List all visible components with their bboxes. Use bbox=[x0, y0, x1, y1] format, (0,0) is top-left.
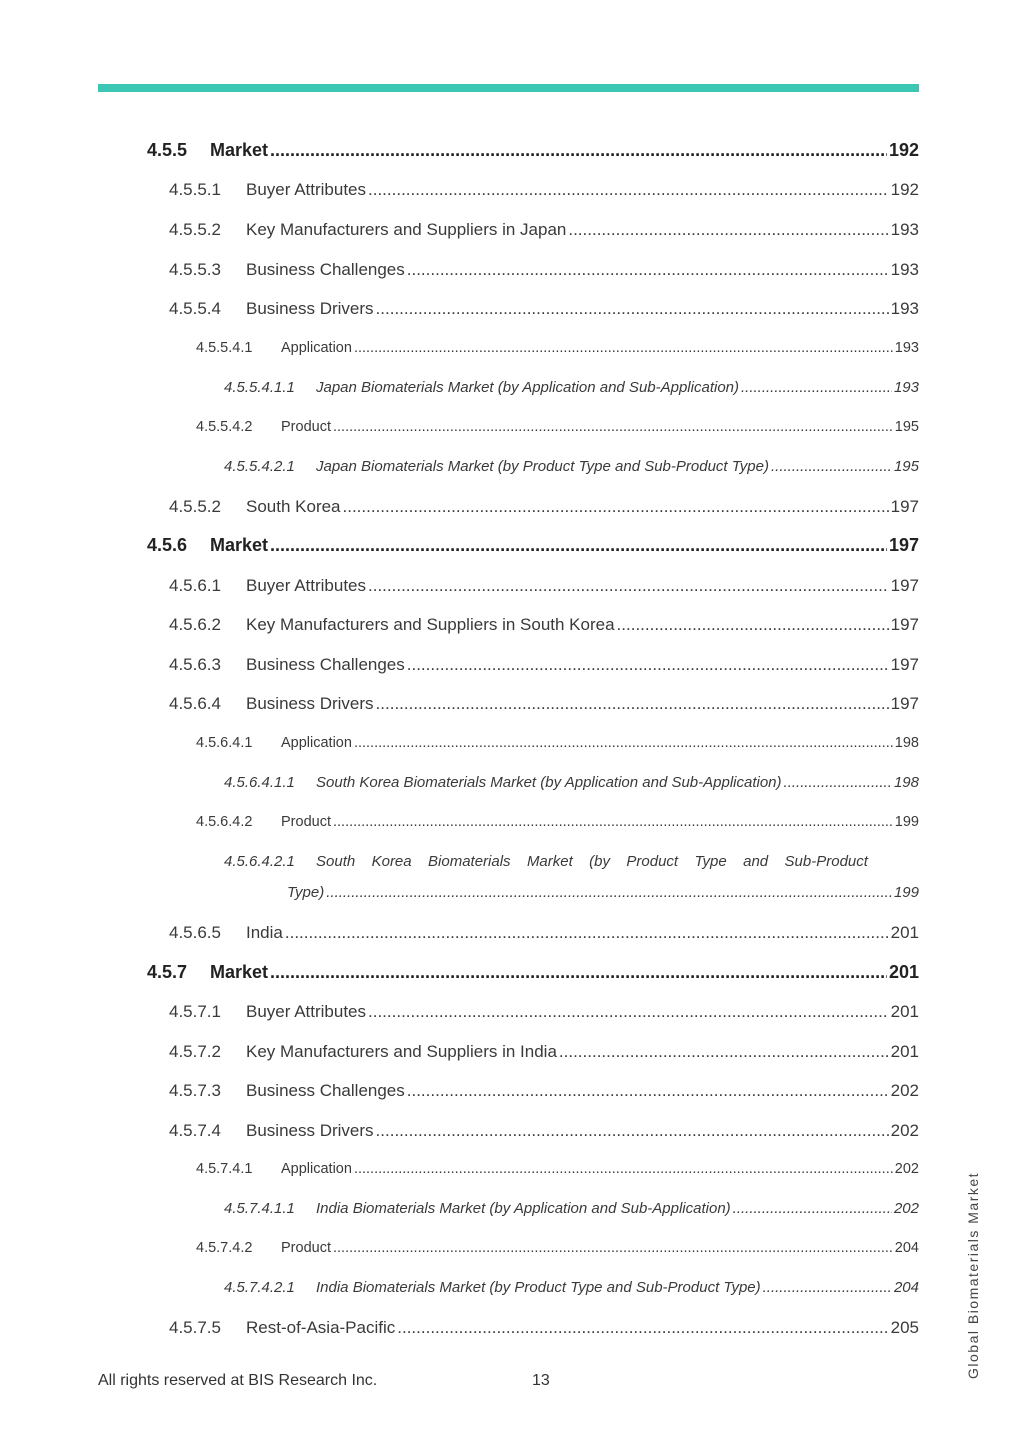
toc-leader bbox=[270, 140, 887, 161]
toc-leader bbox=[354, 1161, 893, 1177]
toc-number: 4.5.6 bbox=[147, 535, 188, 555]
toc-page: 193 bbox=[890, 299, 919, 318]
toc-entry[interactable] bbox=[169, 923, 919, 943]
toc-entry-wrapped-line2[interactable] bbox=[287, 884, 919, 901]
toc-leader bbox=[376, 299, 889, 319]
toc-leader bbox=[270, 535, 887, 556]
toc-title: Type) bbox=[287, 884, 325, 901]
toc-number: 4.5.5.4.2.1 bbox=[224, 458, 295, 475]
toc-leader bbox=[368, 1002, 889, 1022]
toc-entry[interactable] bbox=[169, 694, 919, 714]
toc-page: 197 bbox=[890, 655, 919, 674]
toc-title: Market bbox=[210, 535, 269, 555]
toc-entry[interactable] bbox=[169, 576, 919, 596]
toc-number: 4.5.6.4.2 bbox=[196, 814, 253, 830]
toc-title: South Korea bbox=[246, 497, 341, 516]
toc-number: 4.5.6.5 bbox=[169, 923, 221, 942]
toc-entry[interactable] bbox=[169, 655, 919, 675]
toc-title: Japan Biomaterials Market (by Application and Sub-Application) bbox=[316, 379, 739, 396]
toc-page: 205 bbox=[890, 1318, 919, 1337]
toc-page: 197 bbox=[890, 497, 919, 516]
toc-number: 4.5.7.1 bbox=[169, 1002, 221, 1021]
toc-number: 4.5.7.3 bbox=[169, 1081, 221, 1100]
toc-page: 199 bbox=[893, 884, 919, 901]
toc-title: Buyer Attributes bbox=[246, 180, 367, 199]
toc-page: 198 bbox=[893, 774, 919, 791]
toc-title: Application bbox=[281, 340, 352, 356]
toc-number: 4.5.6.2 bbox=[169, 615, 221, 634]
toc-leader bbox=[617, 615, 889, 635]
toc-page: 193 bbox=[890, 260, 919, 279]
toc-leader bbox=[763, 1279, 892, 1296]
toc-entry[interactable] bbox=[169, 1081, 919, 1101]
toc-title: Application bbox=[281, 735, 352, 751]
toc-number: 4.5.6.4.2.1 bbox=[224, 853, 295, 870]
toc-title: Japan Biomaterials Market (by Product Type and Sub-Product Type) bbox=[316, 458, 769, 475]
toc-number: 4.5.5.2 bbox=[169, 497, 221, 516]
toc-entry[interactable] bbox=[224, 379, 919, 396]
toc-entry[interactable] bbox=[147, 535, 919, 556]
toc-title-word: and bbox=[743, 853, 769, 870]
toc-number: 4.5.7.4.1 bbox=[196, 1161, 253, 1177]
toc-number: 4.5.7.4.2 bbox=[196, 1240, 253, 1256]
toc-title: Product bbox=[281, 814, 331, 830]
toc-leader bbox=[376, 694, 889, 714]
toc-page: 198 bbox=[894, 735, 919, 751]
toc-entry[interactable] bbox=[196, 419, 919, 435]
toc-page: 197 bbox=[890, 576, 919, 595]
toc-page: 193 bbox=[890, 220, 919, 239]
toc-title: South Korea Biomaterials Market (by Application and Sub-Application) bbox=[316, 774, 782, 791]
toc-number: 4.5.5.4.2 bbox=[196, 419, 253, 435]
toc-leader bbox=[559, 1042, 889, 1062]
toc-page: 197 bbox=[890, 694, 919, 713]
toc-page: 195 bbox=[893, 458, 919, 475]
toc-title: Key Manufacturers and Suppliers in South Korea bbox=[246, 615, 615, 634]
toc-entry[interactable] bbox=[196, 814, 919, 830]
toc-entry[interactable] bbox=[169, 615, 919, 635]
toc-title: Business Challenges bbox=[246, 655, 405, 674]
toc-leader bbox=[333, 419, 893, 435]
toc-leader bbox=[343, 497, 889, 517]
toc-title: Business Challenges bbox=[246, 1081, 405, 1100]
toc-entry[interactable] bbox=[196, 340, 919, 356]
footer-page-number: 13 bbox=[532, 1372, 550, 1389]
toc-entry[interactable] bbox=[169, 1121, 919, 1141]
toc-title: India Biomaterials Market (by Product Type and Sub-Product Type) bbox=[316, 1279, 761, 1296]
toc-title: Buyer Attributes bbox=[246, 1002, 367, 1021]
toc-leader bbox=[784, 774, 892, 791]
toc-title: Key Manufacturers and Suppliers in India bbox=[246, 1042, 557, 1061]
toc-page: 204 bbox=[893, 1279, 919, 1296]
toc-leader bbox=[333, 1240, 893, 1256]
toc-number: 4.5.7.5 bbox=[169, 1318, 221, 1337]
toc-title: Market bbox=[210, 140, 269, 160]
toc-title-word: (by bbox=[589, 853, 611, 870]
toc-number: 4.5.5.1 bbox=[169, 180, 221, 199]
toc-entry[interactable] bbox=[196, 1161, 919, 1177]
toc-page: 202 bbox=[890, 1081, 919, 1100]
toc-page: 192 bbox=[890, 180, 919, 199]
toc-leader bbox=[741, 379, 892, 396]
toc-entry[interactable] bbox=[224, 1200, 919, 1217]
toc-number: 4.5.5.4.1.1 bbox=[224, 379, 295, 396]
toc-title-word: South bbox=[316, 853, 356, 870]
toc-number: 4.5.7.4.1.1 bbox=[224, 1200, 295, 1217]
toc-title: Rest-of-Asia-Pacific bbox=[246, 1318, 396, 1337]
toc-number: 4.5.5.4.1 bbox=[196, 340, 253, 356]
toc-title: Key Manufacturers and Suppliers in Japan bbox=[246, 220, 567, 239]
toc-leader bbox=[771, 458, 892, 475]
toc-page: 202 bbox=[894, 1161, 919, 1177]
toc-title: Business Challenges bbox=[246, 260, 405, 279]
toc-title: Product bbox=[281, 1240, 331, 1256]
toc-number: 4.5.6.4 bbox=[169, 694, 221, 713]
toc-page: 193 bbox=[894, 340, 919, 356]
toc-title: Buyer Attributes bbox=[246, 576, 367, 595]
toc-leader bbox=[407, 655, 889, 675]
toc-leader bbox=[354, 340, 893, 356]
toc-title-word: Type bbox=[694, 853, 727, 870]
toc-number: 4.5.6.4.1 bbox=[196, 735, 253, 751]
toc-entry[interactable] bbox=[147, 140, 919, 161]
toc-entry-wrapped-line1[interactable] bbox=[224, 853, 868, 870]
toc-entry[interactable] bbox=[169, 260, 919, 280]
toc-leader bbox=[368, 180, 889, 200]
toc-leader bbox=[368, 576, 889, 596]
side-report-title: Global Biomaterials Market bbox=[965, 1171, 981, 1379]
toc-entry[interactable] bbox=[169, 1318, 919, 1338]
toc-number: 4.5.7.2 bbox=[169, 1042, 221, 1061]
toc-number: 4.5.6.3 bbox=[169, 655, 221, 674]
toc-page: 201 bbox=[890, 1042, 919, 1061]
toc-entry[interactable] bbox=[224, 458, 919, 475]
toc-title: Product bbox=[281, 419, 331, 435]
toc-page: 192 bbox=[888, 140, 919, 160]
toc-page: 195 bbox=[894, 419, 919, 435]
toc-title: India bbox=[246, 923, 283, 942]
toc-leader bbox=[397, 1318, 888, 1338]
toc-leader bbox=[568, 220, 888, 240]
toc-leader bbox=[270, 962, 887, 983]
toc-leader bbox=[333, 814, 893, 830]
toc-leader bbox=[376, 1121, 889, 1141]
toc-title-word: Sub-Product bbox=[784, 853, 868, 870]
toc-title-word: Product bbox=[626, 853, 679, 870]
toc-page: 201 bbox=[890, 923, 919, 942]
toc-title: Business Drivers bbox=[246, 694, 374, 713]
toc-entry[interactable] bbox=[169, 497, 919, 517]
toc-page: 197 bbox=[888, 535, 919, 555]
toc-number: 4.5.6.4.1.1 bbox=[224, 774, 295, 791]
toc-leader bbox=[407, 1081, 889, 1101]
toc-page: 202 bbox=[890, 1121, 919, 1140]
toc-leader bbox=[407, 260, 889, 280]
toc-page: 204 bbox=[894, 1240, 919, 1256]
toc-number: 4.5.6.1 bbox=[169, 576, 221, 595]
toc-entry[interactable] bbox=[196, 735, 919, 751]
toc-leader bbox=[733, 1200, 892, 1217]
toc-title: Application bbox=[281, 1161, 352, 1177]
toc-entry[interactable] bbox=[169, 299, 919, 319]
toc-number: 4.5.7 bbox=[147, 962, 188, 982]
toc-page: 201 bbox=[890, 1002, 919, 1021]
toc-page: 202 bbox=[893, 1200, 919, 1217]
toc-title: Market bbox=[210, 962, 269, 982]
toc-number: 4.5.5.2 bbox=[169, 220, 221, 239]
toc-leader bbox=[285, 923, 889, 943]
toc-entry[interactable] bbox=[169, 180, 919, 200]
footer-copyright: All rights reserved at BIS Research Inc. bbox=[98, 1372, 378, 1389]
toc-page: 199 bbox=[894, 814, 919, 830]
toc-title-word: Korea bbox=[371, 853, 412, 870]
toc-entry[interactable] bbox=[147, 962, 919, 983]
toc-entry[interactable] bbox=[169, 220, 919, 240]
toc-leader bbox=[326, 884, 892, 901]
toc-entry[interactable] bbox=[169, 1042, 919, 1062]
toc-number: 4.5.5.3 bbox=[169, 260, 221, 279]
toc-number: 4.5.7.4 bbox=[169, 1121, 221, 1140]
toc-page: 197 bbox=[890, 615, 919, 634]
toc-entry[interactable] bbox=[196, 1240, 919, 1256]
toc-leader bbox=[354, 735, 893, 751]
toc-title: Business Drivers bbox=[246, 1121, 374, 1140]
toc-page: 193 bbox=[893, 379, 919, 396]
toc-number: 4.5.5 bbox=[147, 140, 188, 160]
toc-title: India Biomaterials Market (by Application and Sub-Application) bbox=[316, 1200, 731, 1217]
toc-number: 4.5.7.4.2.1 bbox=[224, 1279, 295, 1296]
toc-title-words bbox=[316, 853, 868, 870]
toc-title: Business Drivers bbox=[246, 299, 374, 318]
toc-page: 201 bbox=[888, 962, 919, 982]
toc-entry[interactable] bbox=[169, 1002, 919, 1022]
toc-entry[interactable] bbox=[224, 774, 919, 791]
toc-entry[interactable] bbox=[224, 1279, 919, 1296]
toc-title-word: Market bbox=[526, 853, 573, 870]
toc-title-word: Biomaterials bbox=[428, 853, 511, 870]
toc-number: 4.5.5.4 bbox=[169, 299, 221, 318]
